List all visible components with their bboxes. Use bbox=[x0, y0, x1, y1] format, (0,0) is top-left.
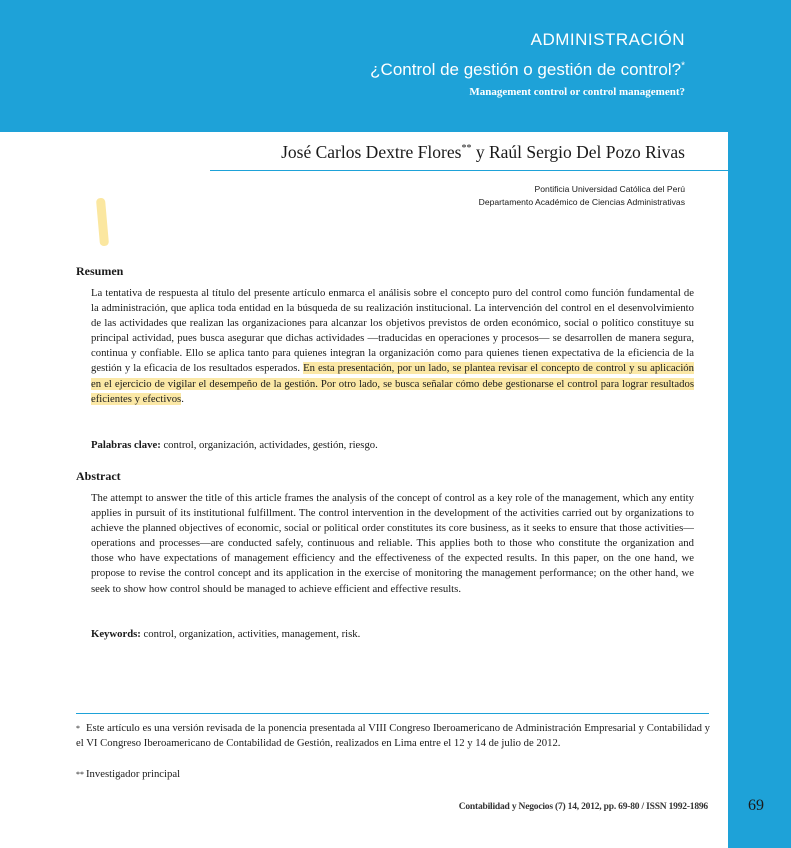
title-footnote-mark: * bbox=[681, 60, 685, 72]
abstract-keywords-label: Keywords: bbox=[91, 628, 141, 640]
section-label: ADMINISTRACIÓN bbox=[530, 30, 685, 49]
resumen-heading: Resumen bbox=[76, 264, 124, 278]
abstract-keywords-list: control, organization, activities, management, risk. bbox=[143, 628, 361, 640]
footnote-1-mark: * bbox=[76, 724, 80, 733]
highlight-mark bbox=[96, 198, 109, 247]
affiliation-university: Pontificia Universidad Católica del Perú bbox=[534, 184, 685, 194]
journal-citation: Contabilidad y Negocios (7) 14, 2012, pp. 69-80 / ISSN 1992-1896 bbox=[458, 802, 708, 812]
footnote-2 bbox=[76, 767, 710, 782]
abstract-keywords bbox=[91, 628, 360, 640]
author-second: Raúl Sergio Del Pozo Rivas bbox=[488, 142, 685, 162]
page-number: 69 bbox=[748, 797, 764, 814]
footnote-2-mark: ** bbox=[76, 770, 84, 779]
resumen-body bbox=[91, 286, 694, 407]
article-title-es bbox=[370, 60, 685, 80]
article-title-es-text: ¿Control de gestión o gestión de control? bbox=[370, 60, 682, 79]
resumen-highlighted-text: En esta presentación, por un lado, se plantea revisar el concepto de control y su aplicación en el ejercicio de vigilar el desempeño de la gestión. Por otro lado, se busca señalar cómo debe gestionarse el control para lograr resultados eficientes y efectivos bbox=[91, 362, 694, 405]
abstract-heading: Abstract bbox=[76, 469, 121, 483]
resumen-text-end: . bbox=[181, 392, 184, 405]
affiliation bbox=[479, 183, 685, 209]
author-divider bbox=[210, 170, 728, 171]
author-connector: y bbox=[475, 142, 485, 162]
author-first: José Carlos Dextre Flores bbox=[281, 142, 462, 162]
affiliation-department: Departamento Académico de Ciencias Administrativas bbox=[478, 197, 685, 207]
abstract-body: The attempt to answer the title of this article frames the analysis of the concept of control as a key role of the management, which any entity applies in pursuit of its institutional fulfillment. The control intervention in the development of the activities carried out by organizations to achieve the planned objectives of economic, social or political order constitutes its core business, as it seeks to ensure that those activities—operations and processes—are conducted safely, continuous and reliable. This applies both to those who constitute the organization and those who have expectations of management efficiency and the effectiveness of the expected results. In this paper, on the one hand, we propose to revise the control concept and its application in the exercise of monitoring the management performance; on the other hand, we seek to show how control should be managed to achieve efficient and effective results. bbox=[91, 492, 694, 595]
side-color-band bbox=[728, 132, 791, 848]
resumen-keywords bbox=[91, 439, 378, 451]
footnote-1-text: Este artículo es una versión revisada de la ponencia presentada al VIII Congreso Iberoamericano de Administración Empresarial y Contabilidad y el VI Congreso Iberoamericano de Contabilidad de Gestión, realizados en Lima entre el 12 y 14 de julio de 2012. bbox=[76, 722, 710, 750]
footnote-2-text: Investigador principal bbox=[86, 768, 181, 780]
resumen-keywords-label: Palabras clave: bbox=[91, 439, 161, 451]
author-line bbox=[281, 142, 685, 163]
article-title-en: Management control or control management? bbox=[469, 86, 685, 98]
resumen-keywords-list: control, organización, actividades, gestión, riesgo. bbox=[163, 439, 378, 451]
author-footnote-mark: ** bbox=[461, 143, 472, 155]
resumen-text: La tentativa de respuesta al título del presente artículo enmarca el análisis sobre el concepto puro del control como función fundamental de la administración, que aplica toda entidad en la búsqueda de su realización institucional. La intervención del control en el desenvolvimiento de las actividades que realizan las organizaciones para alcanzar los objetivos previstos de orden económico, social o político constituye su principal actividad, pues busca asegurar que dichas actividades —traducidas en operaciones y procesos— se desarrollen de manera segura, continua y confiable. Ello se aplica tanto para quienes integran la organización como para quienes tienen expectativa de la eficiencia de la gestión y la eficacia de los resultados esperados. bbox=[91, 287, 694, 375]
footnote-divider bbox=[76, 713, 709, 714]
footnote-1 bbox=[76, 721, 710, 751]
